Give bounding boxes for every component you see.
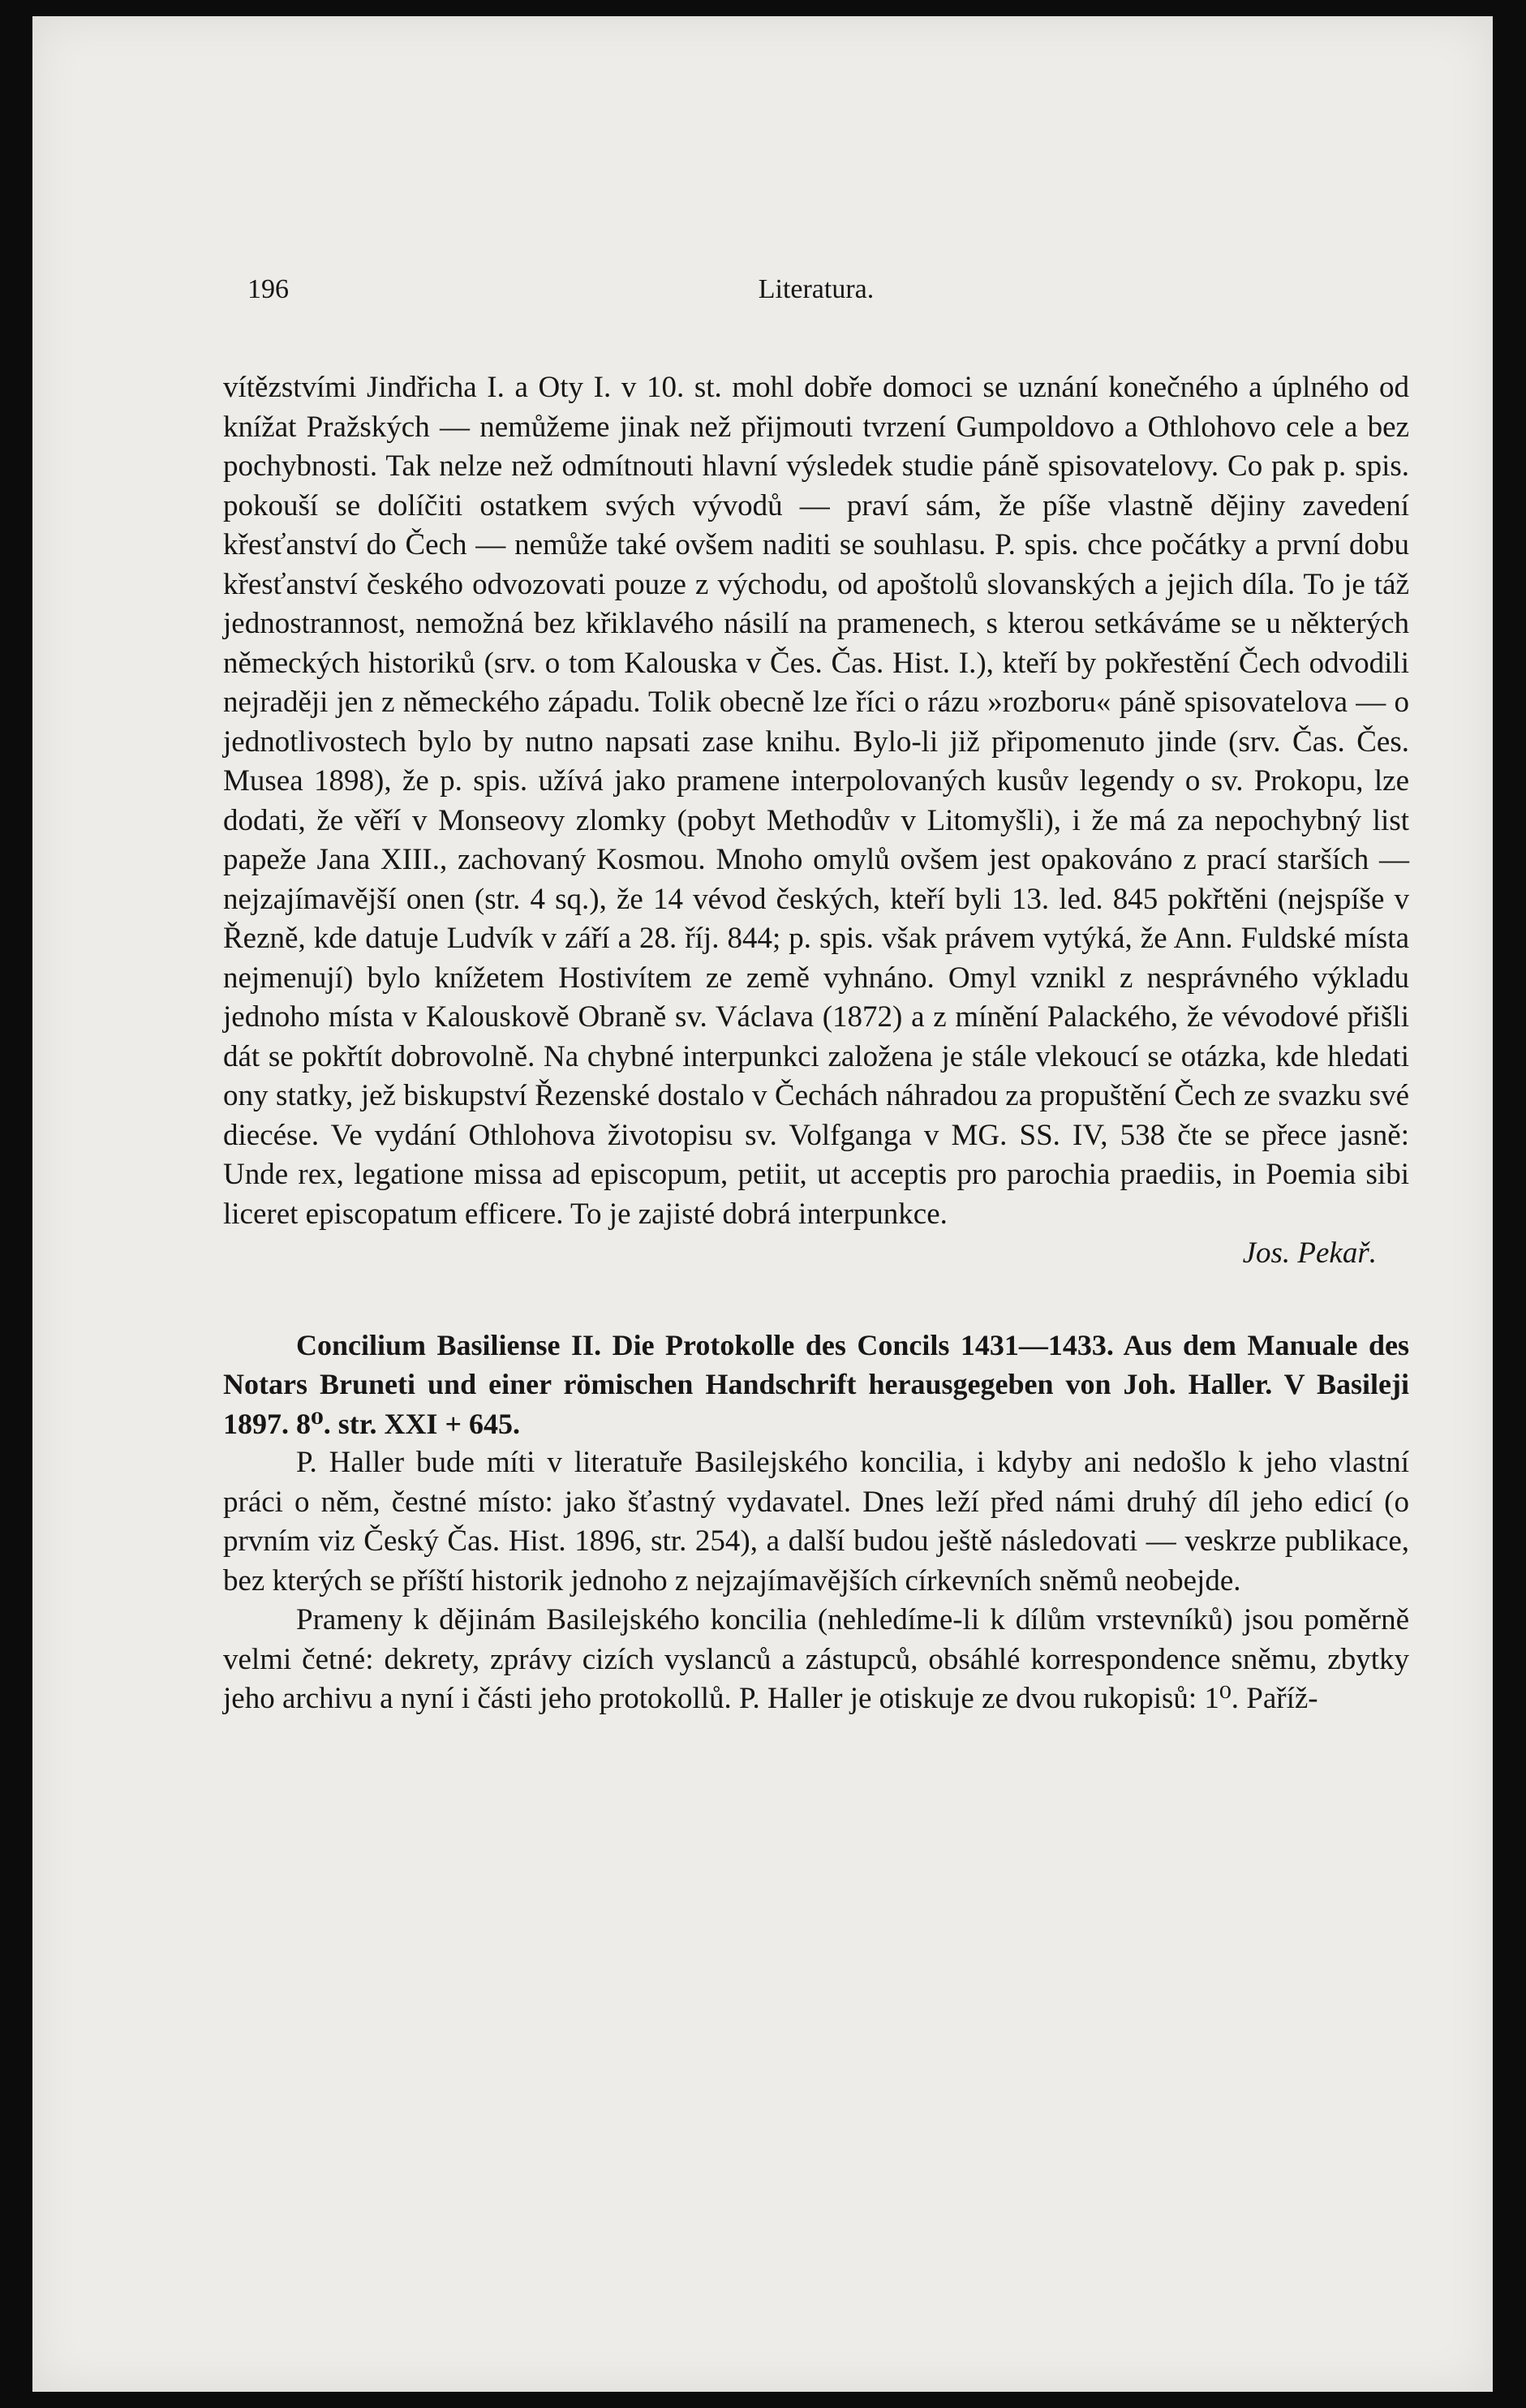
review-2-paragraph: P. Haller bude míti v literatuře Basilejského koncilia, i kdyby ani nedošlo k jeho vlastní práci o něm, čestné místo: jako šťastný vydavatel. Dnes leží před námi druhý díl jeho edicí (o prvním viz Český Čas. Hist. 1896, str. 254), a další budou ještě následovati — veskrze publikace, bez kterých se příští historik jednoho z nejzajímavějších církevních sněmů neobejde. bbox=[223, 1446, 1409, 1597]
page-number: 196 bbox=[247, 274, 289, 304]
page-content bbox=[223, 274, 1409, 1719]
review-1-paragraph: vítězstvími Jindřicha I. a Oty I. v 10. st. mohl dobře domoci se uznání konečného a úplného od knížat Pražských — nemůžeme jinak než přijmouti tvrzení Gumpoldovo a Othlohovo cele a bez pochybnosti. Tak nelze než odmítnouti hlavní výsledek studie páně spisovatelovy. Co pak p. spis. pokouší se dolíčiti ostatkem svých vývodů — praví sám, že píše vlastně dějiny zavedení křesťanství do Čech — nemůže také ovšem naditi se souhlasu. P. spis. chce počátky a první dobu křesťanství českého odvozovati pouze z východu, od apoštolů slovanských a jejich díla. To je táž jednostrannost, nemožná bez křiklavého násilí na pramenech, s kterou setkáváme se u některých německých historiků (srv. o tom Kalouska v Čes. Čas. Hist. I.), kteří by pokřestění Čech odvodili nejraději jen z německého západu. Tolik obecně lze říci o rázu »rozboru« páně spisovatelova — o jednotlivostech bylo by nutno napsati zase knihu. Bylo-li již připomenuto jinde (srv. Čas. Čes. Musea 1898), že p. spis. užívá jako pramene interpolovaných kusův legendy o sv. Prokopu, lze dodati, že věří v Monseovy zlomky (pobyt Methodův v Litomyšli), i že má za nepochybný list papeže Jana XIII., zachovaný Kosmou. Mnoho omylů ovšem jest opakováno z prací starších — nejzajímavější onen (str. 4 sq.), že 14 vévod českých, kteří byli 13. led. 845 pokřtěni (nejspíše v Řezně, kde datuje Ludvík v září a 28. říj. 844; p. spis. však právem vytýká, že Ann. Fuldské místa nejmenují) bylo knížetem Hostivítem ze země vyhnáno. Omyl vznikl z nesprávného výkladu jednoho místa v Kalouskově Obraně sv. Václava (1872) a z mínění Palackého, že vévodové přišli dát se pokřtít dobrovolně. Na chybné interpunkci založena je stále vlekoucí se otázka, kde hledati ony statky, jež biskupství Řezenské dostalo v Čechách náhradou za propuštění Čech ze svazku své diecése. Ve vydání Othlohova životopisu sv. Volfganga v MG. SS. IV, 538 čte se přece jasně: Unde rex, legatione missa ad episcopum, petiit, ut acceptis pro parochia praediis, in Poemia sibi liceret episcopatum efficere. To je zajisté dobrá interpunkce. bbox=[223, 371, 1409, 1231]
running-head bbox=[223, 274, 1409, 315]
review-2-heading: Concilium Basiliense II. Die Protokolle des Concils 1431—1433. Aus dem Manuale des Notars Bruneti und einer römischen Handschrift herausgegeben von Joh. Haller. V Basileji 1897. 8⁰. str. XXI + 645. bbox=[223, 1328, 1409, 1440]
review-2-paragraph: Prameny k dějinám Basilejského koncilia (nehledíme-li k dílům vrstevníků) jsou poměrně velmi četné: dekrety, zprávy cizích vyslanců a zástupců, obsáhlé korrespondence sněmu, zbytky jeho archivu a nyní i části jeho protokollů. P. Haller je otiskuje ze dvou rukopisů: 1⁰. Paříž- bbox=[223, 1603, 1409, 1715]
review-1-signature: Jos. Pekař. bbox=[1242, 1236, 1377, 1270]
review-1 bbox=[223, 368, 1409, 1274]
running-title: Literatura. bbox=[758, 274, 875, 304]
scanned-page bbox=[32, 16, 1493, 2392]
review-2-body bbox=[223, 1443, 1409, 1719]
